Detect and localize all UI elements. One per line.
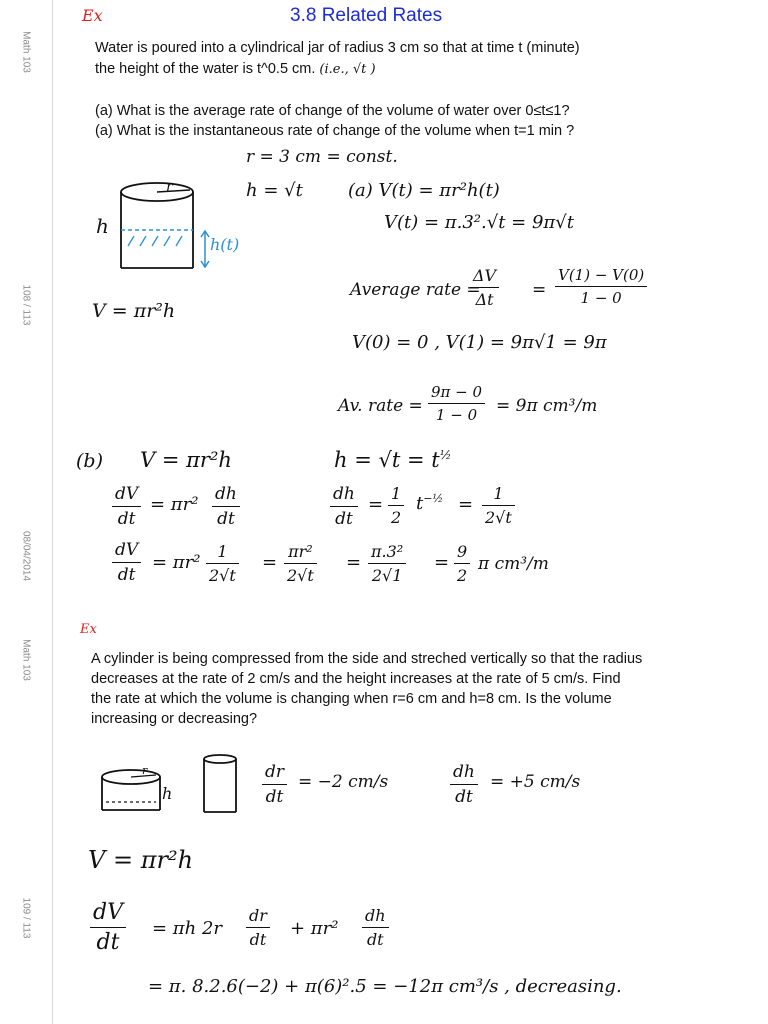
part-a-volume: (a) V(t) = πr²h(t) [348,180,500,201]
derivative-dv-dt [112,484,141,529]
equals-sign: = [458,494,474,515]
fraction-denominator: Δt [470,287,499,309]
page-number: 109 / 113 [20,897,32,939]
fraction-denominator: 2 [454,563,470,585]
equals-sign: = [262,552,278,573]
fraction-denominator: dt [262,784,287,807]
fraction-delta [470,266,499,309]
fraction-denominator: dt [112,506,141,529]
height-label: h [96,214,109,238]
derivative-dv-dt [112,540,141,585]
cylinder-drawing [110,178,270,278]
fraction-denominator: 1 − 0 [555,286,647,307]
question-b: (a) What is the instantaneous rate of change of the volume when t=1 min ? [95,123,575,139]
equals-sign: = [368,494,384,515]
question-a: (a) What is the average rate of change of the volume of water over 0≤t≤1? [95,103,570,119]
derivative-dr-dt [262,762,287,807]
height-expression: h = √t = t [334,448,440,472]
fraction-numerator: dh [365,906,386,925]
problem-text: the rate at which the volume is changing when r=6 cm and h=8 cm. Is the volume [91,691,612,707]
fraction-denominator: dt [450,784,478,807]
problem-text: increasing or decreasing? [91,711,258,727]
fraction-one-over [206,542,239,585]
date-label: 08/04/2014 [20,530,32,582]
fraction-denominator: dt [330,506,358,529]
fraction-pi-r2 [284,542,317,585]
exponent: −½ [423,492,444,505]
rhs-expression: = πr² [152,552,201,573]
fraction-numerator: 1 [217,542,228,561]
problem-text: Water is poured into a cylindrical jar of radius 3 cm so that at time t (minute) [95,40,580,56]
fraction-volume-change [555,266,647,307]
equals-sign: = [434,552,450,573]
fraction-denominator: dt [212,506,240,529]
fraction-denominator: dt [246,927,270,949]
fraction-av-rate [428,383,485,424]
fraction-denominator: dt [90,927,126,955]
fraction-denominator: dt [362,927,389,949]
fraction-denominator: dt [112,562,141,585]
equals-sign: = [346,552,362,573]
fraction-denominator: 2 [388,505,404,527]
product-rule-term: = πh 2r [152,918,223,939]
fraction-denominator: 2√1 [368,563,406,585]
fraction-denominator: 2√t [482,505,515,527]
final-answer: = π. 8.2.6(−2) + π(6)².5 = −12π cm³/s , decreasing. [148,976,622,997]
av-rate-label: Av. rate = [338,396,423,416]
dh-dt-value: = +5 cm/s [490,772,581,792]
volume-values: V(0) = 0 , V(1) = 9π√1 = 9π [352,332,607,353]
fraction-numerator: dh [333,484,355,504]
radius-constant: r = 3 cm = const. [246,147,398,167]
derivative-dv-dt [90,900,126,955]
volume-formula: V = πr²h [92,300,176,322]
fraction-dr-dt [246,906,270,949]
height-definition: h = √t [246,180,303,201]
base: t [416,493,424,514]
fraction-substituted [368,542,406,585]
t-power [416,492,443,514]
exponent: ½ [439,448,452,462]
part-b-volume: V = πr²h [140,448,232,472]
fraction-denominator: 2√t [284,563,317,585]
page-gutter [0,0,53,1024]
fraction-numerator: dh [453,762,475,782]
fraction-half [388,484,404,527]
fraction-numerator: 1 [493,484,504,503]
fraction-dh-dt [362,906,389,949]
average-rate-label: Average rate = [350,280,481,300]
example-label: Ex [80,622,97,637]
example-label: Ex [82,6,103,25]
fraction-numerator: dr [265,762,285,782]
page-title: 3.8 Related Rates [290,5,443,26]
fraction-denominator: 2√t [206,563,239,585]
derivative-dh-dt [450,762,478,807]
height-power [334,448,451,472]
fraction-numerator: 9 [457,542,468,561]
part-b-label: (b) [76,450,103,472]
product-rule-term: + πr² [290,918,339,939]
radius-label: r [142,764,148,777]
problem-text-line: the height of the water is t^0.5 cm. [95,61,316,77]
fraction-numerator: dV [115,540,139,560]
fraction-numerator: ΔV [473,266,497,285]
part-b-result: π cm³/m [478,554,549,574]
derivative-dh-dt [330,484,358,529]
page-number: 108 / 113 [20,284,32,326]
course-label: Math 103 [20,31,32,73]
handwritten-note: (i.e., √t ) [319,62,376,77]
dr-dt-value: = −2 cm/s [298,772,389,792]
fraction-denominator: 1 − 0 [428,403,485,424]
problem-text: decreases at the rate of 2 cm/s and the height increases at the rate of 5 cm/s. Find [91,671,621,687]
fraction-numerator: dh [215,484,237,504]
course-label: Math 103 [20,639,32,681]
radius-label: r [166,179,173,195]
height-label: h [162,784,173,803]
fraction-numerator: dV [93,900,123,925]
fraction-numerator: π.3² [371,542,404,561]
fraction-numerator: 1 [391,484,402,503]
volume-formula: V = πr²h [88,846,194,874]
part-b-rhs: = πr² [150,494,199,515]
fraction-numerator: πr² [288,542,313,561]
fraction-nine-halves [454,542,470,585]
equals-sign: = [532,280,547,300]
water-height-label: h(t) [210,235,240,254]
problem-text: A cylinder is being compressed from the side and streched vertically so that the radius [91,651,643,667]
cylinder-drawings [98,752,248,822]
problem-text [95,59,376,80]
fraction-numerator: 9π − 0 [431,383,483,401]
derivative-dh-dt [212,484,240,529]
fraction-numerator: V(1) − V(0) [558,266,645,284]
part-a-volume-value: V(t) = π.3².√t = 9π√t [384,212,574,233]
fraction-numerator: dr [249,906,267,925]
fraction-result [482,484,515,527]
av-rate-result: = 9π cm³/m [496,396,598,416]
fraction-numerator: dV [115,484,139,504]
